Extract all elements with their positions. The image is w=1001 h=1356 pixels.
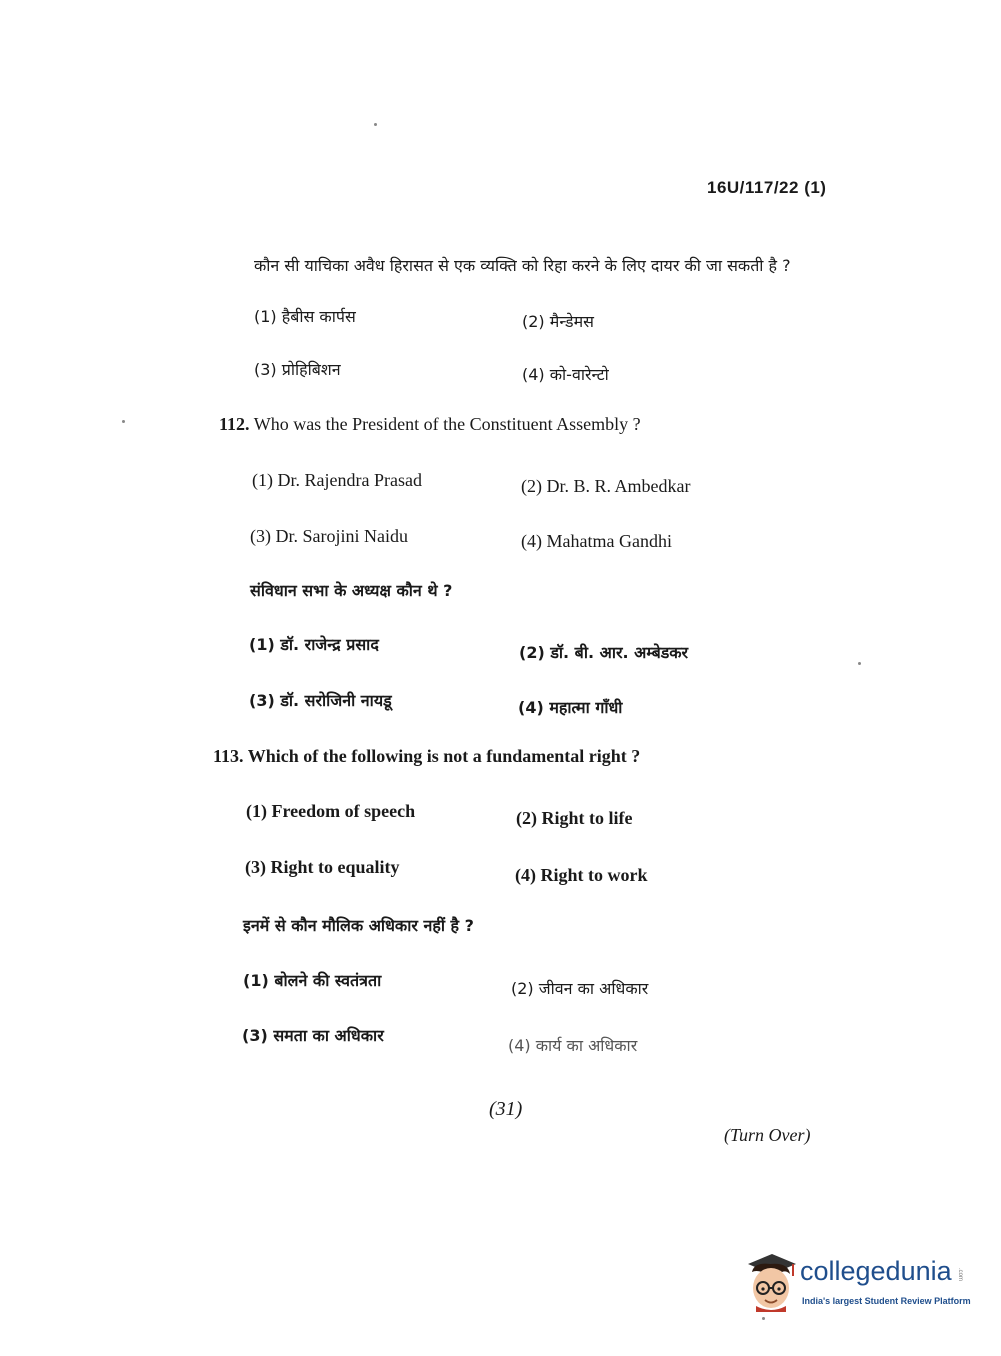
q112-hindi-option-1: (1) डॉ. राजेन्द्र प्रसाद xyxy=(249,635,379,654)
q111-option-4: (4) को-वारेन्टो xyxy=(522,365,609,384)
q111-option-1: (1) हैबीस कार्पस xyxy=(254,307,356,326)
q113-hindi-option-4: (4) कार्य का अधिकार xyxy=(508,1036,638,1055)
q113-hindi-option-1: (1) बोलने की स्वतंत्रता xyxy=(243,971,382,990)
q113-hindi-option-2: (2) जीवन का अधिकार xyxy=(511,979,649,998)
collegedunia-suffix: .com xyxy=(957,1268,963,1282)
turn-over-label: (Turn Over) xyxy=(724,1125,811,1145)
q112-option-3: (3) Dr. Sarojini Naidu xyxy=(250,526,408,546)
scan-speck xyxy=(374,123,377,126)
paper-code: 16U/117/22 (1) xyxy=(707,178,827,197)
collegedunia-watermark xyxy=(742,1248,972,1318)
q113-question: Which of the following is not a fundamental right ? xyxy=(247,746,641,766)
q113-option-1: (1) Freedom of speech xyxy=(246,801,416,821)
q112-option-2: (2) Dr. B. R. Ambedkar xyxy=(521,476,691,496)
scan-speck xyxy=(122,420,125,423)
collegedunia-mascot-icon xyxy=(742,1248,800,1314)
q112-option-4: (4) Mahatma Gandhi xyxy=(521,531,672,551)
q112-question-row xyxy=(219,414,641,435)
scan-speck xyxy=(858,662,861,665)
q112-question: Who was the President of the Constituent Assembly ? xyxy=(253,414,641,434)
q113-number: 113. xyxy=(213,746,244,766)
q112-number: 112. xyxy=(219,414,250,434)
collegedunia-brand: collegedunia xyxy=(800,1256,952,1286)
q113-option-4: (4) Right to work xyxy=(515,865,648,885)
q112-hindi-option-2: (2) डॉ. बी. आर. अम्बेडकर xyxy=(519,643,689,662)
q112-option-1: (1) Dr. Rajendra Prasad xyxy=(252,470,422,490)
collegedunia-tagline: India's largest Student Review Platform xyxy=(802,1296,971,1306)
q113-option-3: (3) Right to equality xyxy=(245,857,400,877)
q113-hindi-question: इनमें से कौन मौलिक अधिकार नहीं है ? xyxy=(243,916,474,935)
q113-question-row xyxy=(213,746,640,767)
q112-hindi-question: संविधान सभा के अध्यक्ष कौन थे ? xyxy=(250,581,453,600)
page-number: (31) xyxy=(489,1098,523,1120)
q112-hindi-option-3: (3) डॉ. सरोजिनी नायडू xyxy=(249,691,392,710)
q111-option-3: (3) प्रोहिबिशन xyxy=(254,360,341,379)
q111-hindi-question: कौन सी याचिका अवैध हिरासत से एक व्यक्ति को रिहा करने के लिए दायर की जा सकती है ? xyxy=(254,256,791,275)
q111-option-2: (2) मैन्डेमस xyxy=(522,312,594,331)
q113-hindi-option-3: (3) समता का अधिकार xyxy=(242,1026,384,1045)
q112-hindi-option-4: (4) महात्मा गाँधी xyxy=(518,698,623,717)
q113-option-2: (2) Right to life xyxy=(516,808,633,828)
